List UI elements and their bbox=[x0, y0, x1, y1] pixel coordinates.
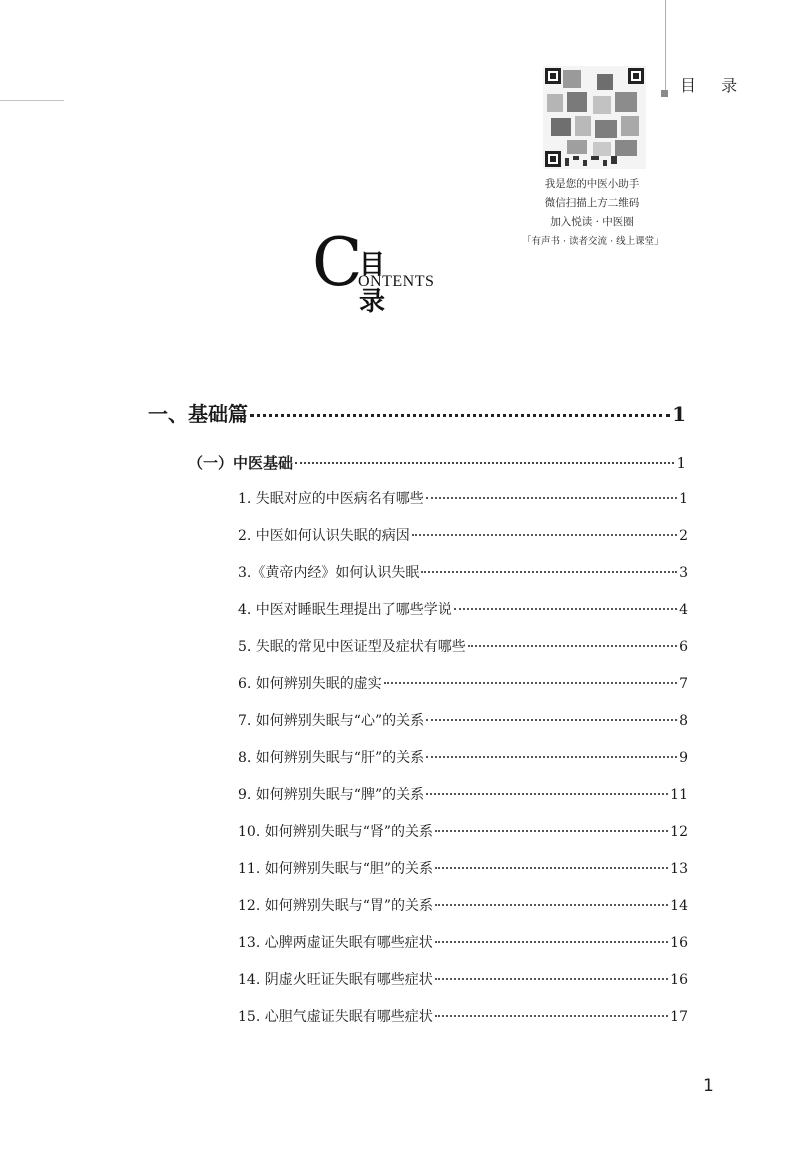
qr-caption-line: 「有声书 · 读者交流 · 线上课堂」 bbox=[522, 236, 664, 247]
title-initial: C bbox=[312, 224, 363, 301]
toc-page-number: 1 bbox=[676, 454, 686, 472]
toc-page-number: 17 bbox=[670, 1009, 688, 1025]
title-chinese: 目 录 bbox=[359, 250, 404, 317]
toc-entry-title: 8. 如何辨别失眠与“肝”的关系 bbox=[238, 750, 425, 766]
toc-page-number: 1 bbox=[679, 491, 688, 507]
dot-leader bbox=[435, 904, 668, 906]
toc-entry[interactable] bbox=[238, 599, 688, 619]
toc-section-entry[interactable] bbox=[188, 452, 686, 473]
toc-entry-title: 11. 如何辨别失眠与“胆”的关系 bbox=[238, 861, 434, 877]
toc-entry[interactable] bbox=[238, 636, 688, 656]
toc-entry-title: 3.《黄帝内经》如何认识失眠 bbox=[238, 565, 420, 581]
toc-page-number: 13 bbox=[670, 861, 688, 877]
dot-leader bbox=[435, 1015, 668, 1017]
contents-title bbox=[312, 224, 472, 317]
toc-page-number: 4 bbox=[679, 602, 688, 618]
dot-leader bbox=[426, 497, 677, 499]
margin-marker bbox=[661, 90, 668, 97]
dot-leader bbox=[384, 682, 677, 684]
dot-leader bbox=[421, 571, 677, 573]
toc-entry-title: 1. 失眠对应的中医病名有哪些 bbox=[238, 491, 424, 507]
dot-leader bbox=[426, 793, 668, 795]
dot-leader bbox=[250, 414, 670, 417]
toc-section-title: （一）中医基础 bbox=[188, 454, 294, 472]
toc-page-number: 7 bbox=[679, 676, 688, 692]
dot-leader bbox=[295, 462, 674, 464]
toc-entry[interactable] bbox=[238, 525, 688, 545]
qr-caption-line: 加入悦读 · 中医圈 bbox=[550, 216, 634, 228]
page-number: 1 bbox=[703, 1076, 714, 1096]
dot-leader bbox=[435, 978, 668, 980]
toc-page-number: 16 bbox=[670, 972, 688, 988]
toc-entry[interactable] bbox=[238, 488, 688, 508]
toc-entry-title: 14. 阴虚火旺证失眠有哪些症状 bbox=[238, 972, 433, 988]
toc-page-number: 12 bbox=[670, 824, 688, 840]
toc-entry[interactable] bbox=[238, 895, 688, 915]
toc-entry[interactable] bbox=[238, 710, 688, 730]
toc-entry[interactable] bbox=[238, 821, 688, 841]
toc-entry-title: 15. 心胆气虚证失眠有哪些症状 bbox=[238, 1009, 433, 1025]
toc-entry[interactable] bbox=[238, 747, 688, 767]
toc-entry-title: 5. 失眠的常见中医证型及症状有哪些 bbox=[238, 639, 466, 655]
toc-entry[interactable] bbox=[238, 858, 688, 878]
dot-leader bbox=[435, 941, 668, 943]
toc-entry[interactable] bbox=[238, 932, 688, 952]
margin-rule-horizontal bbox=[0, 100, 64, 101]
toc-page-number: 3 bbox=[679, 565, 688, 581]
toc-entry-title: 4. 中医对睡眠生理提出了哪些学说 bbox=[238, 602, 452, 618]
toc-entry[interactable] bbox=[238, 562, 688, 582]
toc-page-number: 11 bbox=[670, 787, 688, 803]
toc-page-number: 9 bbox=[679, 750, 688, 766]
toc-entry-title: 6. 如何辨别失眠的虚实 bbox=[238, 676, 382, 692]
toc-page-number: 8 bbox=[679, 713, 688, 729]
dot-leader bbox=[435, 830, 668, 832]
toc-part-title: 一、基础篇 bbox=[148, 402, 248, 426]
qr-caption-line: 我是您的中医小助手 bbox=[544, 178, 640, 190]
qr-caption bbox=[522, 175, 662, 251]
toc-page-number: 6 bbox=[679, 639, 688, 655]
toc-page-number: 1 bbox=[672, 402, 686, 426]
toc-entry[interactable] bbox=[238, 969, 688, 989]
toc-entry[interactable] bbox=[238, 673, 688, 693]
toc-entry-title: 9. 如何辨别失眠与“脾”的关系 bbox=[238, 787, 425, 803]
toc-page-number: 2 bbox=[679, 528, 688, 544]
dot-leader bbox=[412, 534, 677, 536]
margin-rule-vertical bbox=[665, 0, 666, 96]
dot-leader bbox=[435, 867, 668, 869]
toc-entry-title: 7. 如何辨别失眠与“心”的关系 bbox=[238, 713, 425, 729]
dot-leader bbox=[426, 719, 677, 721]
toc-entry-title: 10. 如何辨别失眠与“肾”的关系 bbox=[238, 824, 434, 840]
toc-entry-title: 2. 中医如何认识失眠的病因 bbox=[238, 528, 410, 544]
title-english: ONTENTS bbox=[358, 273, 435, 290]
dot-leader bbox=[454, 608, 677, 610]
dot-leader bbox=[468, 645, 677, 647]
dot-leader bbox=[426, 756, 677, 758]
toc-page-number: 16 bbox=[670, 935, 688, 951]
toc-part-entry[interactable] bbox=[148, 398, 686, 427]
toc-entry[interactable] bbox=[238, 784, 688, 804]
qr-caption-line: 微信扫描上方二维码 bbox=[544, 197, 640, 209]
toc-entry[interactable] bbox=[238, 1006, 688, 1026]
qr-code-icon[interactable] bbox=[543, 66, 646, 169]
running-head: 目 录 bbox=[680, 76, 748, 95]
toc-page-number: 14 bbox=[670, 898, 688, 914]
toc-entry-title: 12. 如何辨别失眠与“胃”的关系 bbox=[238, 898, 434, 914]
toc-entry-title: 13. 心脾两虚证失眠有哪些症状 bbox=[238, 935, 433, 951]
